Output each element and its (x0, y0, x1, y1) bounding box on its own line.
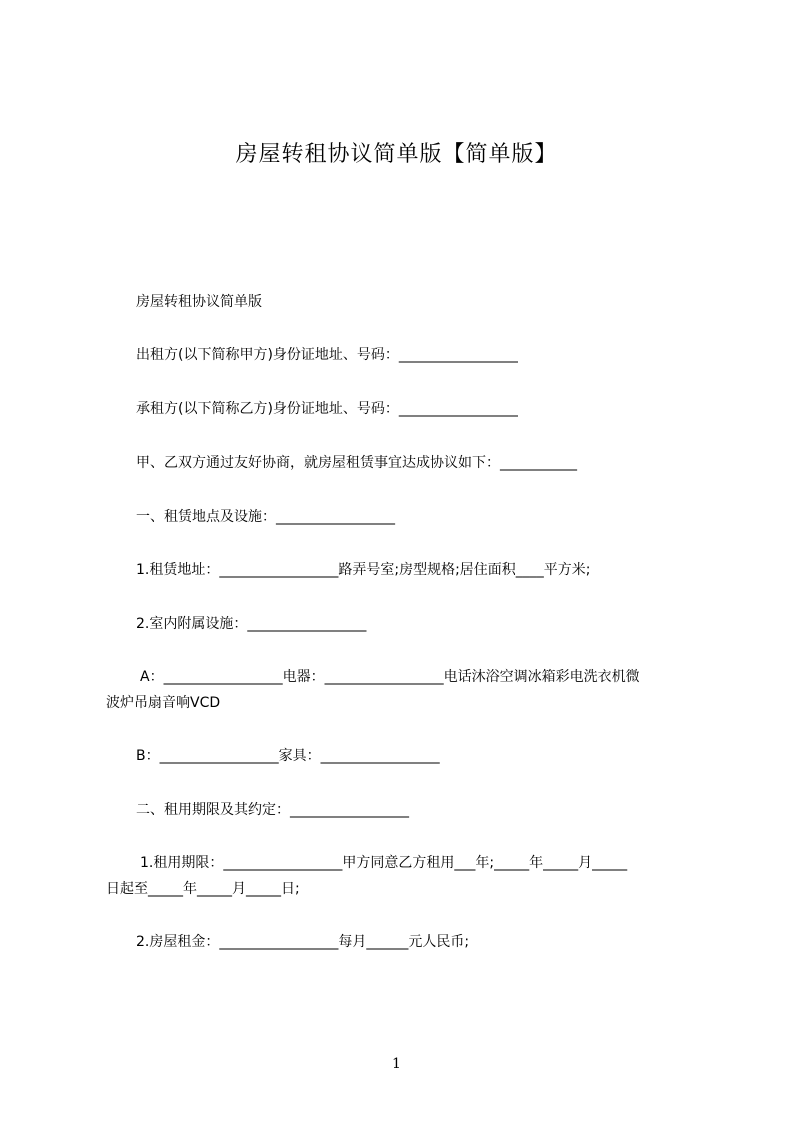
item-rent: 2.房屋租金：_________________每月______元人民币; (136, 934, 470, 950)
page-number: 1 (392, 1056, 401, 1072)
item-a-appliances: A：_________________电器：_________________电话沐浴空调冰箱彩电洗衣机微 (140, 669, 640, 685)
item-a-appliances-continued: 波炉吊扇音响VCD (106, 695, 221, 711)
item-lease-term-continued: 日起至_____年_____月_____日; (106, 881, 300, 897)
document-title: 房屋转租协议简单版【简单版】 (235, 142, 558, 167)
section-one-heading: 一、租赁地点及设施：_________________ (136, 509, 395, 525)
paragraph-lessor: 出租方(以下简称甲方)身份证地址、号码：_________________ (136, 347, 518, 363)
item-lease-term: 1.租用期限：_________________甲方同意乙方租用___年;_____年_____月_____ (140, 855, 628, 871)
paragraph-heading: 房屋转租协议简单版 (136, 294, 262, 310)
item-facilities: 2.室内附属设施：_________________ (136, 616, 367, 632)
section-two-heading: 二、租用期限及其约定：_________________ (136, 802, 409, 818)
item-b-furniture: B：_________________家具：_________________ (136, 748, 440, 764)
paragraph-agreement: 甲、乙双方通过友好协商，就房屋租赁事宜达成协议如下：___________ (136, 455, 577, 471)
item-lease-address: 1.租赁地址：_________________路弄号室;房型规格;居住面积____平方米; (136, 562, 591, 578)
paragraph-lessee: 承租方(以下简称乙方)身份证地址、号码：_________________ (136, 401, 518, 417)
